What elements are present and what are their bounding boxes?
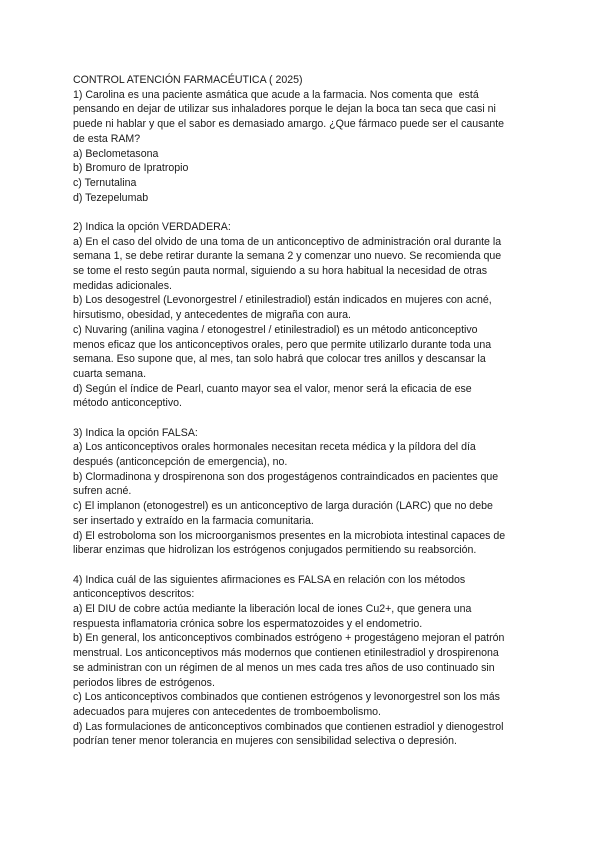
document-body: [73, 73, 533, 749]
question-text-line: se administran con un régimen de al menos un mes cada tres años de uso continuado sin: [73, 661, 495, 674]
question-text-line: podrían tener menor tolerancia en mujeres con sensibilidad selectiva o depresión.: [73, 735, 457, 748]
question-text-line: respuesta inflamatoria crónica sobre los espermatozoides y el endometrio.: [73, 617, 423, 630]
question-text-line: b) Los desogestrel (Levonorgestrel / etinilestradiol) están indicados en mujeres con acné,: [73, 294, 492, 307]
question-text-line: 1) Carolina es una paciente asmática que acude a la farmacia. Nos comenta que está: [73, 88, 479, 101]
question-text-line: puede ni hablar y que el sabor es demasiado amargo. ¿Que fármaco puede ser el causante: [73, 118, 505, 131]
answer-option-a: a) Beclometasona: [73, 147, 159, 160]
question-text-line: d) El estroboloma son los microorganismos presentes en la microbiota intestinal capaces de: [73, 529, 506, 542]
question-text-line: periodos libres de estrógenos.: [73, 676, 215, 689]
question-text-line: anticonceptivos descritos:: [73, 588, 195, 601]
question-text-line: b) Clormadinona y drospirenona son dos progestágenos contraindicados en pacientes que: [73, 470, 499, 483]
question-text-line: c) El implanon (etonogestrel) es un anticonceptivo de larga duración (LARC) que no debe: [73, 500, 493, 513]
paragraph-spacer: [73, 558, 533, 573]
question-text-line: cuarta semana.: [73, 367, 147, 380]
question-text-line: a) Los anticonceptivos orales hormonales necesitan receta médica y la píldora del día: [73, 441, 476, 454]
question-text-line: d) Según el índice de Pearl, cuanto mayor sea el valor, menor será la eficacia de ese: [73, 382, 472, 395]
question-text-line: método anticonceptivo.: [73, 397, 182, 410]
answer-option-b: b) Bromuro de Ipratropio: [73, 162, 189, 175]
question-4: [73, 573, 533, 749]
question-text-line: semana. Eso supone que, al mes, tan solo habrá que colocar tres anillos y descansar la: [73, 353, 486, 366]
question-text-line: semana 1, se debe retirar durante la semana 2 y comenzar uno nuevo. Se recomienda que: [73, 250, 502, 263]
paragraph-spacer: [73, 205, 533, 220]
question-text-line: pensando en dejar de utilizar sus inhaladores porque le dejan la boca tan seca que casi ni: [73, 103, 496, 116]
question-3: [73, 426, 533, 558]
question-text-line: se tome el resto según pauta normal, siguiendo a su hora habitual la necesidad de otras: [73, 265, 488, 278]
answer-option-d: d) Tezepelumab: [73, 191, 149, 204]
question-text-line: a) En el caso del olvido de una toma de un anticonceptivo de administración oral durante la: [73, 235, 502, 248]
question-text-line: 3) Indica la opción FALSA:: [73, 426, 198, 439]
document-title: CONTROL ATENCIÓN FARMACÉUTICA ( 2025): [73, 74, 303, 86]
question-text-line: sufren acné.: [73, 485, 132, 498]
question-1: [73, 88, 533, 206]
question-text-line: menos eficaz que los anticonceptivos orales, pero que permite utilizarlo durante toda una: [73, 338, 492, 351]
question-text-line: d) Las formulaciones de anticonceptivos combinados que contienen estradiol y dienogestrol: [73, 720, 504, 733]
paragraph-spacer: [73, 411, 533, 426]
question-text-line: hirsutismo, obesidad, y antecedentes de migraña con aura.: [73, 309, 351, 322]
question-text-line: c) Los anticonceptivos combinados que contienen estrógenos y levonorgestrel son los más: [73, 691, 500, 704]
question-text-line: c) Nuvaring (anilina vagina / etonogestrel / etinilestradiol) es un método anticonceptivo: [73, 323, 478, 336]
question-text-line: 2) Indica la opción VERDADERA:: [73, 220, 231, 233]
question-text-line: a) El DIU de cobre actúa mediante la liberación local de iones Cu2+, que genera una: [73, 602, 472, 615]
question-text-line: liberar enzimas que hidrolizan los estrógenos conjugados permitiendo su reabsorción.: [73, 544, 477, 557]
question-text-line: 4) Indica cuál de las siguientes afirmaciones es FALSA en relación con los métodos: [73, 573, 466, 586]
question-text-line: menstrual. Los anticonceptivos más modernos que contienen etinilestradiol y drospirenona: [73, 647, 499, 660]
question-text-line: ser insertado y extraído en la farmacia comunitaria.: [73, 514, 314, 527]
question-text-line: de esta RAM?: [73, 132, 141, 145]
answer-option-c: c) Ternutalina: [73, 176, 137, 189]
question-text-line: adecuados para mujeres con antecedentes de tromboembolismo.: [73, 705, 381, 718]
question-text-line: b) En general, los anticonceptivos combinados estrógeno + progestágeno mejoran el patrón: [73, 632, 505, 645]
question-2: [73, 220, 533, 411]
question-text-line: después (anticoncepción de emergencia), no.: [73, 456, 288, 469]
question-text-line: medidas adicionales.: [73, 279, 172, 292]
